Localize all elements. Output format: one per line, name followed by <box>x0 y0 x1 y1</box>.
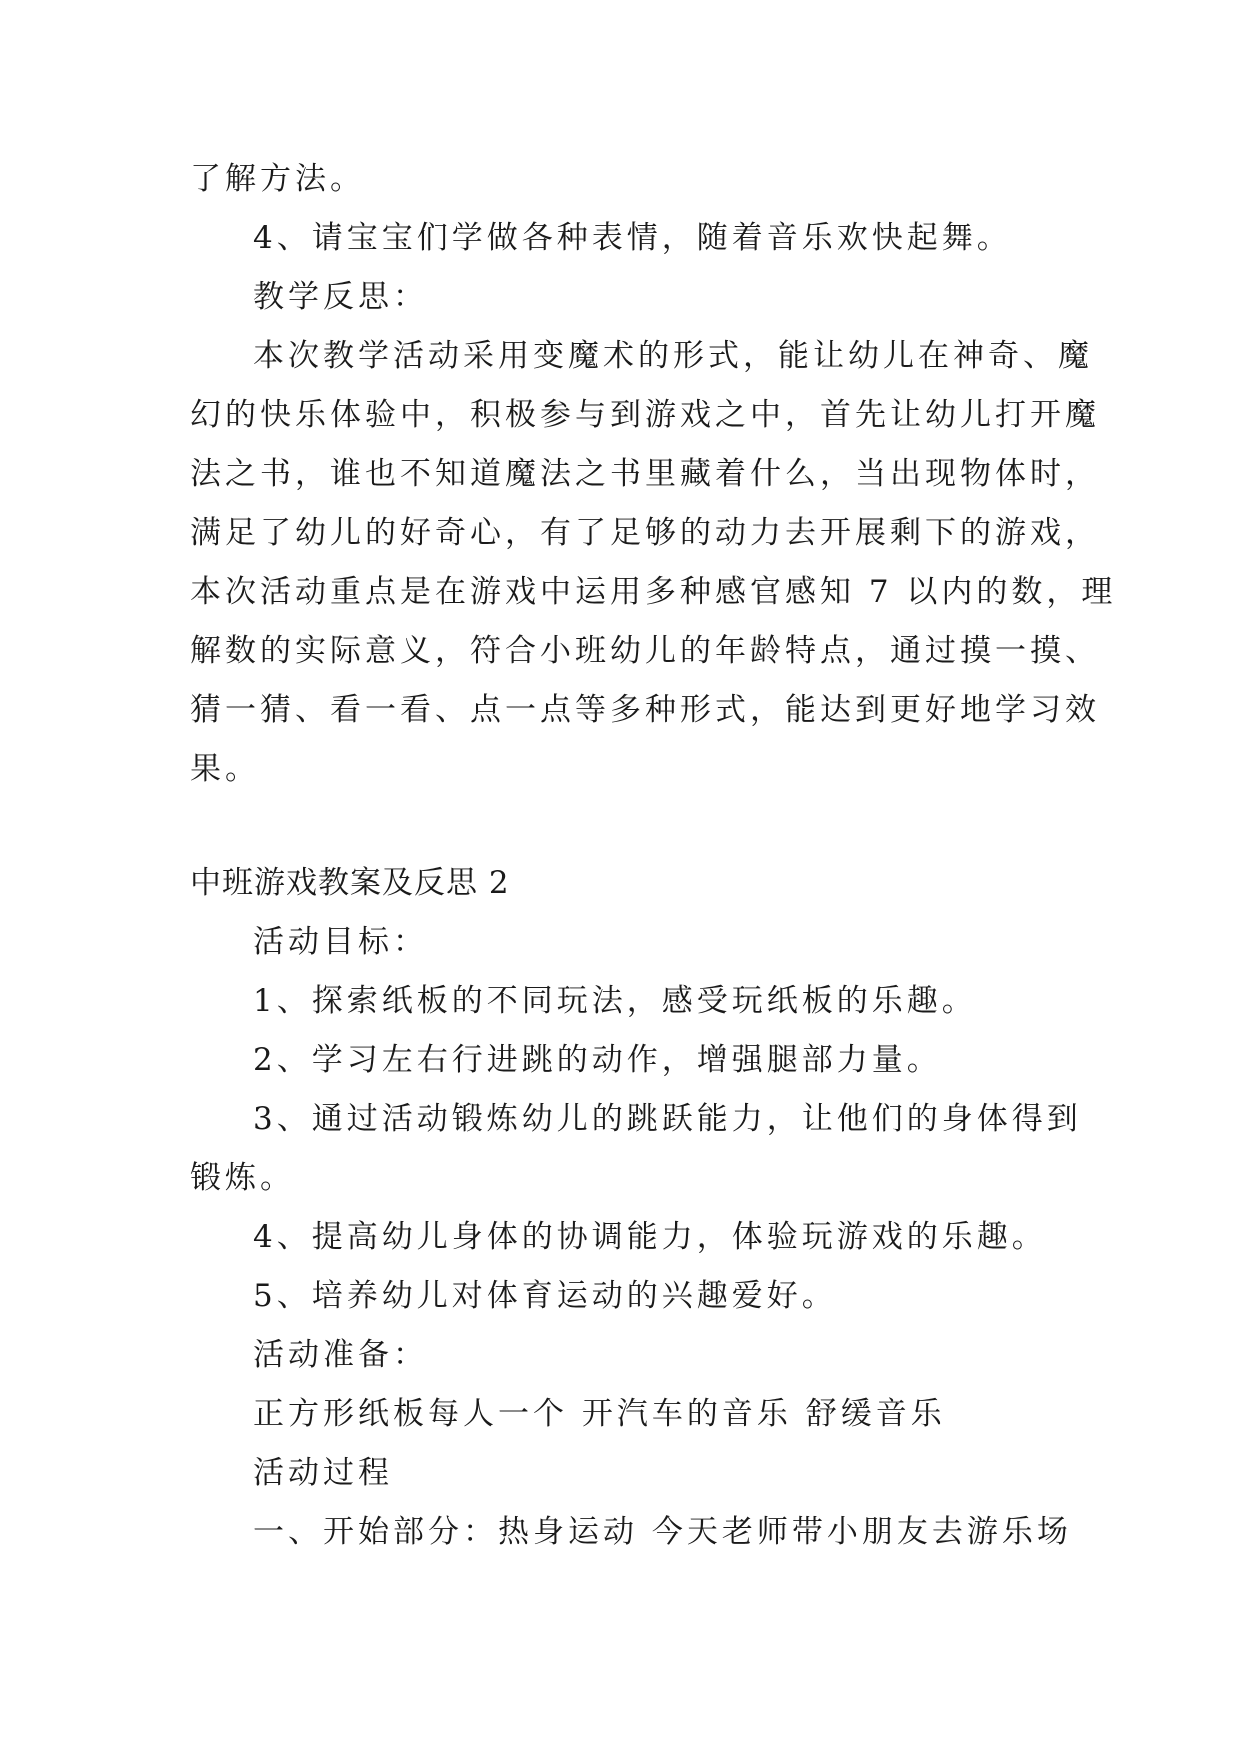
list-item: 1、探索纸板的不同玩法，感受玩纸板的乐趣。 <box>253 983 977 1019</box>
subheading: 活动目标： <box>253 924 428 960</box>
subheading: 活动准备： <box>253 1337 428 1373</box>
paragraph-line: 满足了幼儿的好奇心，有了足够的动力去开展剩下的游戏， <box>190 515 1100 551</box>
paragraph-line: 本次活动重点是在游戏中运用多种感官感知 7 以内的数，理 <box>190 574 1117 610</box>
section-title: 中班游戏教案及反思 2 <box>190 865 510 901</box>
list-item: 4、提高幼儿身体的协调能力，体验玩游戏的乐趣。 <box>253 1219 1047 1255</box>
paragraph-line: 猜一猜、看一看、点一点等多种形式，能达到更好地学习效 <box>190 692 1100 728</box>
paragraph-line: 本次教学活动采用变魔术的形式，能让幼儿在神奇、魔 <box>253 338 1093 374</box>
subheading: 教学反思： <box>253 279 428 315</box>
paragraph-line: 幻的快乐体验中，积极参与到游戏之中，首先让幼儿打开魔 <box>190 397 1100 433</box>
paragraph-line: 了解方法。 <box>190 161 365 197</box>
list-item: 5、培养幼儿对体育运动的兴趣爱好。 <box>253 1278 837 1314</box>
paragraph-line: 解数的实际意义，符合小班幼儿的年龄特点，通过摸一摸、 <box>190 633 1100 669</box>
paragraph-line: 正方形纸板每人一个 开汽车的音乐 舒缓音乐 <box>253 1396 946 1432</box>
list-item-continuation: 锻炼。 <box>190 1160 295 1196</box>
paragraph-line: 一、开始部分：热身运动 今天老师带小朋友去游乐场 <box>253 1514 1072 1550</box>
list-item: 4、请宝宝们学做各种表情，随着音乐欢快起舞。 <box>253 220 1012 256</box>
paragraph-line: 果。 <box>190 751 260 787</box>
paragraph-line: 法之书，谁也不知道魔法之书里藏着什么，当出现物体时， <box>190 456 1100 492</box>
subheading: 活动过程 <box>253 1455 393 1491</box>
list-item: 2、学习左右行进跳的动作，增强腿部力量。 <box>253 1042 942 1078</box>
list-item: 3、通过活动锻炼幼儿的跳跃能力，让他们的身体得到 <box>253 1101 1082 1137</box>
